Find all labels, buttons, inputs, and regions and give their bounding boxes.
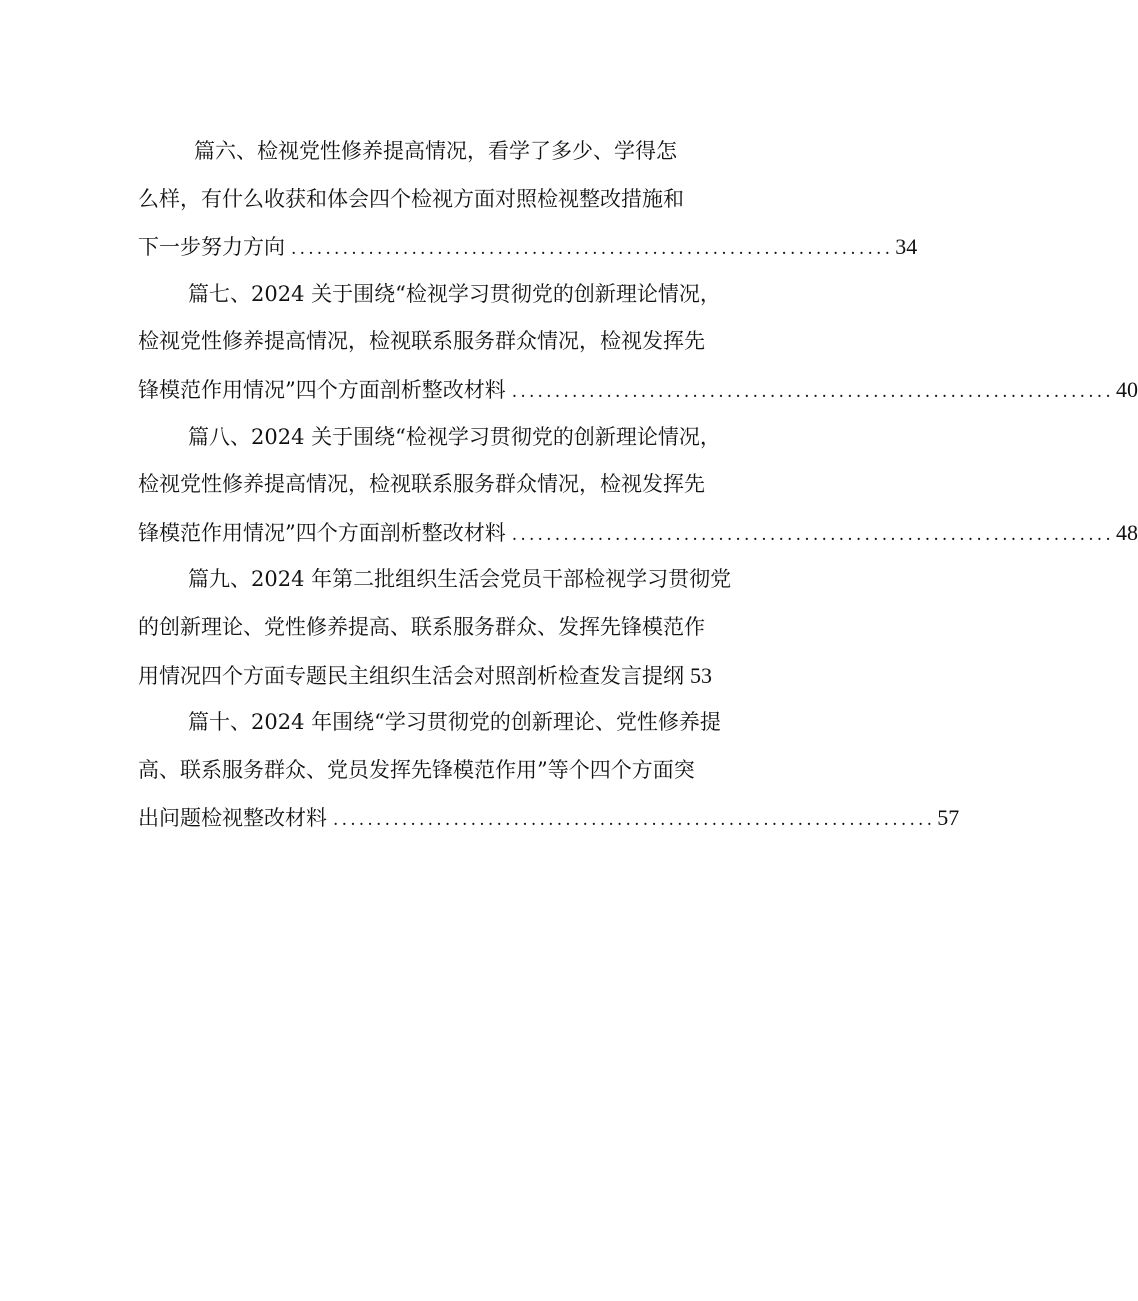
toc-entry-line: 么样，有什么收获和体会四个检视方面对照检视整改措施和 xyxy=(138,186,684,211)
toc-leader-dots: ...................................................................... xyxy=(511,524,1115,545)
toc-entry-9[interactable] xyxy=(138,556,778,699)
toc-page-number: 57 xyxy=(937,805,960,831)
toc-entry-line: 篇七、2024 关于围绕“检视学习贯彻党的创新理论情况， xyxy=(188,281,721,306)
table-of-contents xyxy=(138,128,1138,842)
toc-entry-text: 下一步努力方向 xyxy=(138,235,285,260)
toc-entry-last-line xyxy=(138,509,1138,557)
toc-entry-line: 篇十、2024 年围绕“学习贯彻党的创新理论、党性修养提 xyxy=(188,710,721,735)
toc-entry-8[interactable] xyxy=(138,414,1138,557)
toc-entry-line: 篇八、2024 关于围绕“检视学习贯彻党的创新理论情况， xyxy=(188,424,721,449)
toc-leader-dots: ...................................................................... xyxy=(291,239,894,260)
toc-entry-text: 出问题检视整改材料 xyxy=(138,806,327,831)
toc-entry-10[interactable] xyxy=(138,699,960,842)
toc-entry-text: 用情况四个方面专题民主组织生活会对照剖析检查发言提纲 xyxy=(138,663,684,688)
toc-entry-last-line xyxy=(138,223,918,271)
toc-page-number: 40 xyxy=(1116,376,1138,402)
toc-entry-line: 篇六、检视党性修养提高情况，看学了多少、学得怎 xyxy=(194,139,677,163)
toc-leader-dots: ...................................................................... xyxy=(511,381,1115,402)
toc-page-number: 53 xyxy=(690,662,712,688)
toc-entry-line: 检视党性修养提高情况，检视联系服务群众情况，检视发挥先 xyxy=(138,472,705,497)
toc-entry-7[interactable] xyxy=(138,271,1138,414)
toc-entry-last-line xyxy=(138,366,1138,414)
toc-page-number: 48 xyxy=(1116,519,1138,545)
toc-entry-text: 锋模范作用情况”四个方面剖析整改材料 xyxy=(138,377,506,402)
toc-entry-line: 检视党性修养提高情况，检视联系服务群众情况，检视发挥先 xyxy=(138,329,705,354)
toc-entry-line: 的创新理论、党性修养提高、联系服务群众、发挥先锋模范作 xyxy=(138,614,705,639)
toc-entry-line: 高、联系服务群众、党员发挥先锋模范作用”等个四个方面突 xyxy=(138,757,695,782)
toc-entry-6[interactable] xyxy=(138,128,918,271)
toc-page-number: 34 xyxy=(895,234,918,260)
toc-leader-dots: ...................................................................... xyxy=(333,810,936,831)
toc-entry-text: 锋模范作用情况”四个方面剖析整改材料 xyxy=(138,520,506,545)
toc-entry-line: 篇九、2024 年第二批组织生活会党员干部检视学习贯彻党 xyxy=(188,567,732,592)
toc-entry-last-line xyxy=(138,652,778,700)
toc-entry-last-line xyxy=(138,794,960,842)
